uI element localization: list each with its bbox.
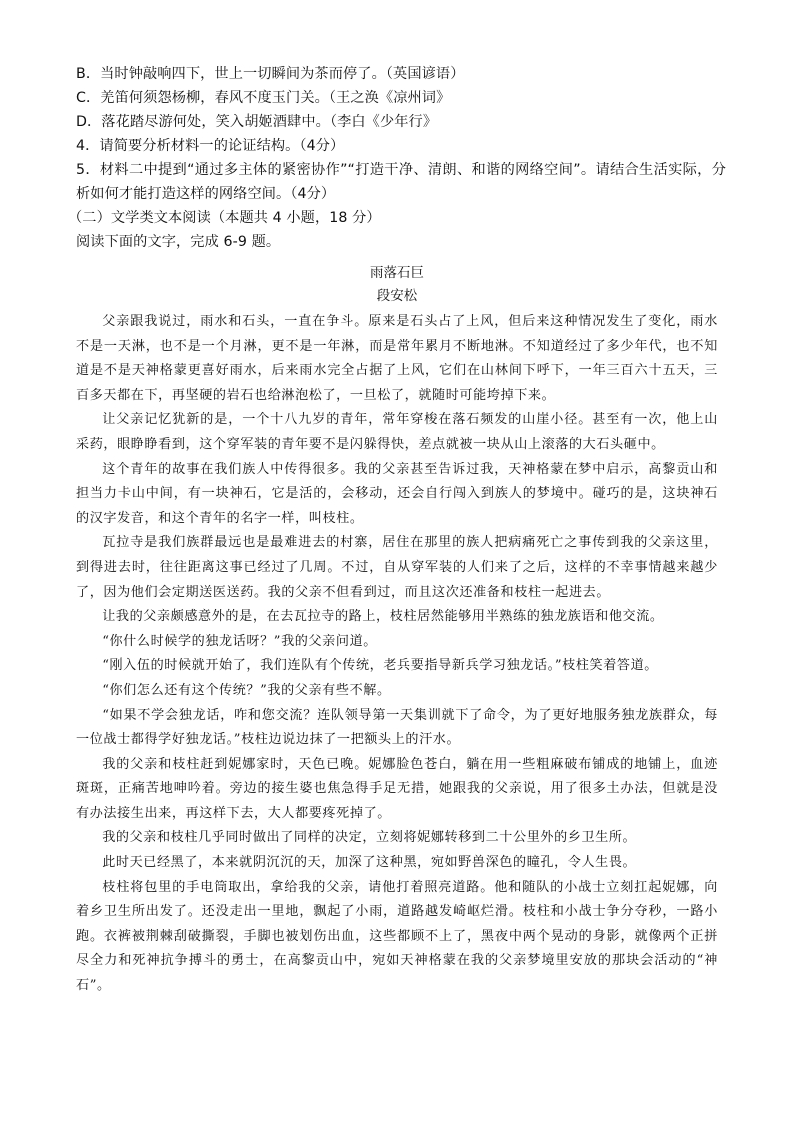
story-paragraph: “你什么时候学的独龙话呀？”我的父亲问道。	[102, 633, 377, 649]
story-paragraph: “你们怎么还有这个传统？”我的父亲有些不解。	[102, 682, 391, 698]
story-paragraph: 此时天已经黑了，本来就阴沉沉的天，加深了这种黑，宛如野兽深色的瞳孔，令人生畏。	[102, 855, 637, 871]
option-c: C．羌笛何须怨杨柳，春风不度玉门关。（王之涣《凉州词》	[76, 90, 451, 106]
story-paragraph: “刚入伍的时候就开始了，我们连队有个传统，老兵要指导新兵学习独龙话。”枝柱笑着答道。	[102, 658, 658, 674]
story-title: 雨落石巨	[370, 265, 424, 281]
story-paragraph: 我的父亲和枝柱几乎同时做出了同样的决定，立刻将妮娜转移到二十公里外的乡卫生所。	[102, 830, 637, 846]
question-4: 4．请简要分析材料一的论证结构。（4分）	[76, 138, 345, 154]
story-paragraph: 让父亲记忆犹新的是，一个十八九岁的青年，常年穿梭在落石频发的山崖小径。甚至有一次，他上山采药，眼睁睁看到，这个穿军装的青年要不是闪躲得快，差点就被一块从山上滚落的大石头砸中。	[76, 412, 718, 452]
story-paragraph: 这个青年的故事在我们族人中传得很多。我的父亲甚至告诉过我，天神格蒙在梦中启示，高黎贡山和担当力卡山中间，有一块神石，它是活的，会移动，还会自行闯入到族人的梦境中。碰巧的是，这块神石的汉字发音，和这个青年的名字一样，叫枝柱。	[76, 461, 718, 526]
option-d: D．落花踏尽游何处，笑入胡姬酒肆中。（李白《少年行》	[76, 114, 438, 130]
story-paragraph: 父亲跟我说过，雨水和石头，一直在争斗。原来是石头占了上风，但后来这种情况发生了变化，雨水不是一天淋，也不是一个月淋，更不是一年淋，而是常年累月不断地淋。不知道经过了多少年代，也不知道是不是天神格蒙更喜好雨水，后来雨水完全占据了上风，它们在山林间下呼下，一年三百六十五天，三百多天都在下，再坚硬的岩石也给淋泡松了，一旦松了，就随时可能垮掉下来。	[76, 314, 718, 403]
option-b: B．当时钟敲响四下，世上一切瞬间为茶而停了。（英国谚语）	[76, 66, 465, 82]
story-author: 段安松	[376, 288, 418, 304]
question-5: 5．材料二中提到“通过多主体的紧密协作”“打造干净、清朗、和谐的网络空间”。请结合生活实际，分析如何才能打造这样的网络空间。（4分）	[76, 162, 726, 202]
section-heading: （二）文学类文本阅读（本题共 4 小题，18 分）	[68, 210, 381, 226]
story-paragraph: 瓦拉寺是我们族群最远也是最难进去的村寨，居住在那里的族人把病痛死亡之事传到我的父亲这里，到得进去时，往往距离这事已经过了几周。不过，自从穿军装的人们来了之后，这样的不幸事情越来越少了，因为他们会定期送医送药。我的父亲不但看到过，而且这次还准备和枝柱一起进去。	[76, 535, 718, 600]
story-paragraph: 我的父亲和枝柱赶到妮娜家时，天色已晚。妮娜脸色苍白，躺在用一些粗麻破布铺成的地铺上，血迹斑斑，正痛苦地呻吟着。旁边的接生婆也焦急得手足无措，她跟我的父亲说，用了很多土办法，但就是没有办法接生出来，再这样下去，大人都要疼死掉了。	[76, 756, 718, 821]
story-paragraph: 让我的父亲颇感意外的是，在去瓦拉寺的路上，枝柱居然能够用半熟练的独龙族语和他交流。	[102, 609, 664, 625]
section-instruction: 阅读下面的文字，完成 6-9 题。	[76, 234, 281, 250]
story-paragraph: 枝柱将包里的手电筒取出，拿给我的父亲，请他打着照亮道路。他和随队的小战士立刻扛起妮娜，向着乡卫生所出发了。还没走出一里地，飘起了小雨，道路越发崎岖烂滑。枝柱和小战士争分夺秒，一路小跑。衣裤被荆棘刮破撕裂，手脚也被划伤出血，这些都顾不上了，黑夜中两个晃动的身影，就像两个正拼尽全力和死神抗争搏斗的勇士，在高黎贡山中，宛如天神格蒙在我的父亲梦境里安放的那块会活动的“神石”。	[76, 879, 718, 994]
story-paragraph: “如果不学会独龙话，咋和您交流？连队领导第一天集训就下了命令，为了更好地服务独龙族群众，每一位战士都得学好独龙话。”枝柱边说边抹了一把额头上的汗水。	[76, 707, 718, 748]
story-body	[76, 310, 718, 999]
